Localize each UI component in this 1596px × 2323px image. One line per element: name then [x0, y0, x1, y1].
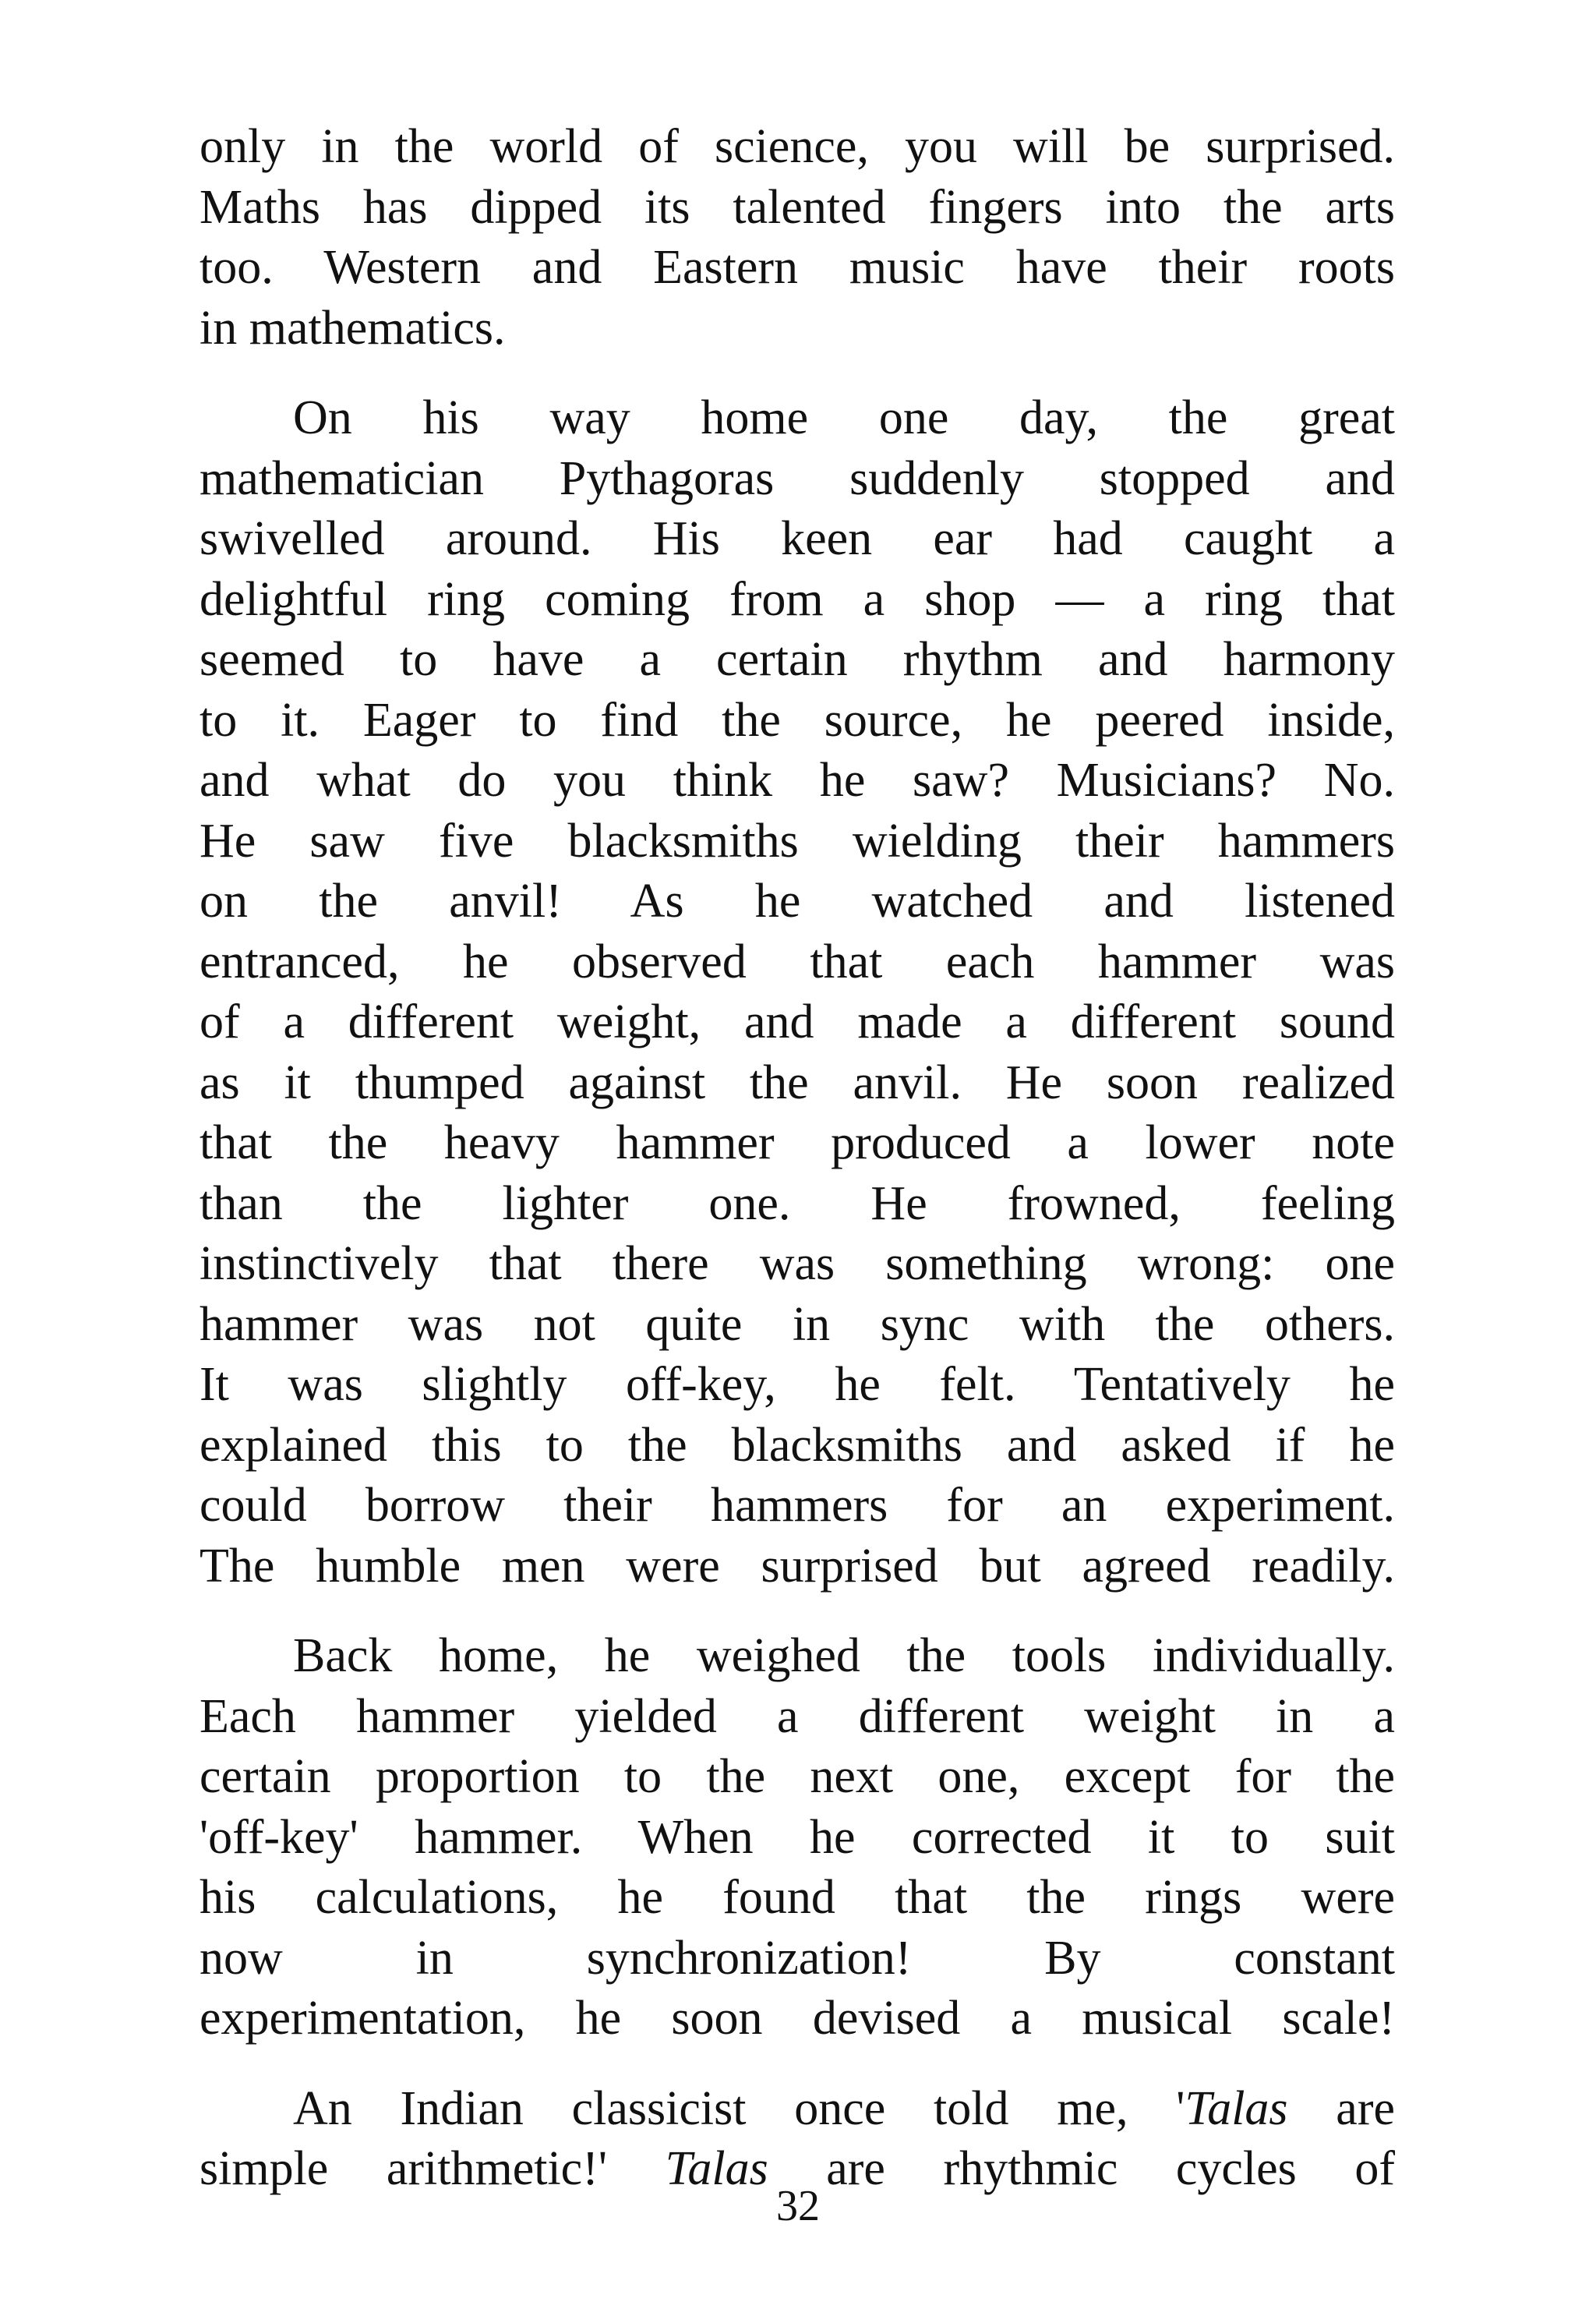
text-line: of a different weight, and made a different sound [200, 995, 1395, 1048]
text-line: hammer was not quite in sync with the others. [200, 1297, 1395, 1351]
text-line: On his way home one day, the great [293, 391, 1395, 444]
text-line: only in the world of science, you will be surprised. [200, 120, 1395, 173]
text-line: now in synchronization! By constant [200, 1931, 1395, 1985]
text-line: and what do you think he saw? Musicians? No. [200, 754, 1395, 807]
text-line: explained this to the blacksmiths and asked if he [200, 1418, 1395, 1472]
text-line: swivelled around. His keen ear had caught a [200, 512, 1395, 565]
page-number: 32 [776, 2182, 820, 2230]
text-line: instinctively that there was something wrong: one [200, 1237, 1395, 1290]
text-line: than the lighter one. He frowned, feeling [200, 1176, 1395, 1230]
text-line: Maths has dipped its talented fingers into the arts [200, 180, 1395, 234]
text-run: are rhythmic cycles of [768, 2142, 1395, 2195]
text-line [200, 2079, 1395, 2140]
text-line: too. Western and Eastern music have their roots [200, 241, 1395, 294]
text-run: are [1287, 2081, 1395, 2135]
text-line: The humble men were surprised but agreed readily. [200, 1539, 1395, 1593]
text-line: to it. Eager to find the source, he peered inside, [200, 693, 1395, 747]
text-line: mathematician Pythagoras suddenly stopped and [200, 451, 1395, 505]
text-line: in mathematics. [200, 301, 506, 355]
paragraph-2 [200, 388, 1395, 1596]
text-line: entranced, he observed that each hammer was [200, 935, 1395, 988]
text-line: It was slightly off-key, he felt. Tentatively he [200, 1358, 1395, 1411]
italic-term: Talas [1185, 2081, 1288, 2135]
text-line: could borrow their hammers for an experiment. [200, 1479, 1395, 1532]
text-line: 'off-key' hammer. When he corrected it to suit [200, 1810, 1395, 1864]
text-line: Each hammer yielded a different weight in a [200, 1689, 1395, 1743]
text-line: experimentation, he soon devised a musical scale! [200, 1992, 1395, 2045]
text-line: Back home, he weighed the tools individually. [293, 1629, 1395, 1682]
text-line: his calculations, he found that the rings were [200, 1871, 1395, 1924]
text-line: seemed to have a certain rhythm and harmony [200, 633, 1395, 686]
text-line: that the heavy hammer produced a lower note [200, 1116, 1395, 1169]
text-line: on the anvil! As he watched and listened [200, 875, 1395, 928]
text-line: delightful ring coming from a shop — a ring that [200, 572, 1395, 626]
italic-term: Talas [665, 2142, 768, 2195]
paragraph-3 [200, 1626, 1395, 2049]
text-line: as it thumped against the anvil. He soon realized [200, 1055, 1395, 1109]
page-body [200, 117, 1395, 2200]
text-line: He saw five blacksmiths wielding their hammers [200, 814, 1395, 868]
text-run: An Indian classicist once told me, ' [293, 2081, 1185, 2135]
text-run: simple arithmetic!' [200, 2142, 666, 2195]
paragraph-1 [200, 117, 1395, 359]
text-line: certain proportion to the next one, except for the [200, 1750, 1395, 1803]
